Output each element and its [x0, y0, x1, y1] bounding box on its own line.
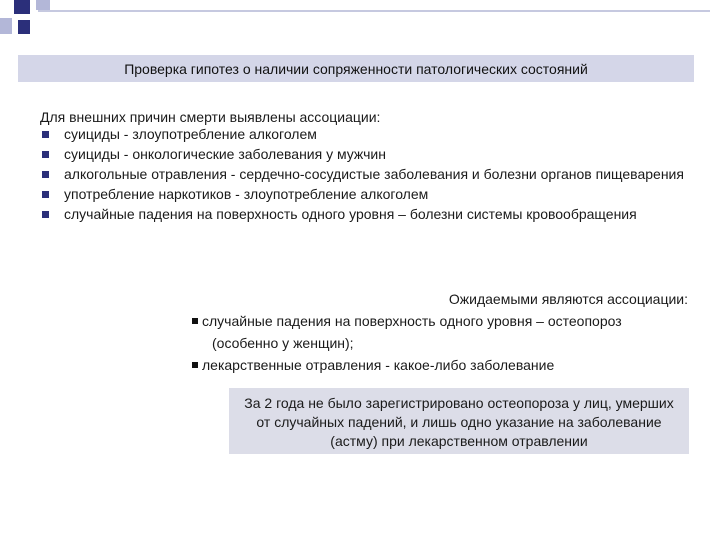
expected-item-continuation: (особенно у женщин); [212, 335, 354, 351]
list-item [40, 166, 690, 183]
list-item [40, 186, 690, 203]
list-item-text: употребление наркотиков - злоупотребление алкоголем [64, 186, 429, 202]
bullet-square-icon [192, 318, 198, 324]
corner-square-navy-2 [18, 20, 30, 34]
list-item-text: суициды - онкологические заболевания у мужчин [64, 146, 386, 162]
expected-associations [190, 288, 700, 376]
expected-item [190, 310, 700, 332]
associations-list [40, 126, 690, 226]
bullet-square-icon [42, 211, 49, 218]
corner-square-navy [14, 0, 30, 14]
expected-item-text: лекарственные отравления - какое-либо заболевание [202, 357, 555, 373]
expected-item-text: случайные падения на поверхность одного уровня – остеопороз [202, 313, 622, 329]
corner-square-lavender [36, 0, 50, 10]
list-item-text: случайные падения на поверхность одного уровня – болезни системы кровообращения [64, 206, 637, 222]
expected-heading: Ожидаемыми являются ассоциации: [448, 291, 688, 307]
bullet-square-icon [42, 191, 49, 198]
bullet-square-icon [42, 131, 49, 138]
bullet-square-icon [192, 362, 198, 368]
corner-square-lavender-2 [0, 18, 12, 34]
slide-title-bar [18, 55, 694, 82]
bullet-square-icon [42, 171, 49, 178]
expected-item [190, 354, 700, 376]
intro-text: Для внешних причин смерти выявлены ассоциации: [40, 109, 381, 125]
bullet-square-icon [42, 151, 49, 158]
list-item-text: алкогольные отравления - сердечно-сосудистые заболевания и болезни органов пищеварения [64, 166, 684, 182]
list-item [40, 126, 690, 143]
list-item [40, 206, 690, 223]
conclusion-note: За 2 года не было зарегистрировано остеопороза у лиц, умерших от случайных падений, и лишь одно указание на заболевание (астму) при лекарственном отравлении [229, 388, 689, 454]
top-rule [38, 10, 710, 12]
list-item-text: суициды - злоупотребление алкоголем [64, 126, 317, 142]
slide-title: Проверка гипотез о наличии сопряженности патологических состояний [124, 60, 588, 77]
list-item [40, 146, 690, 163]
